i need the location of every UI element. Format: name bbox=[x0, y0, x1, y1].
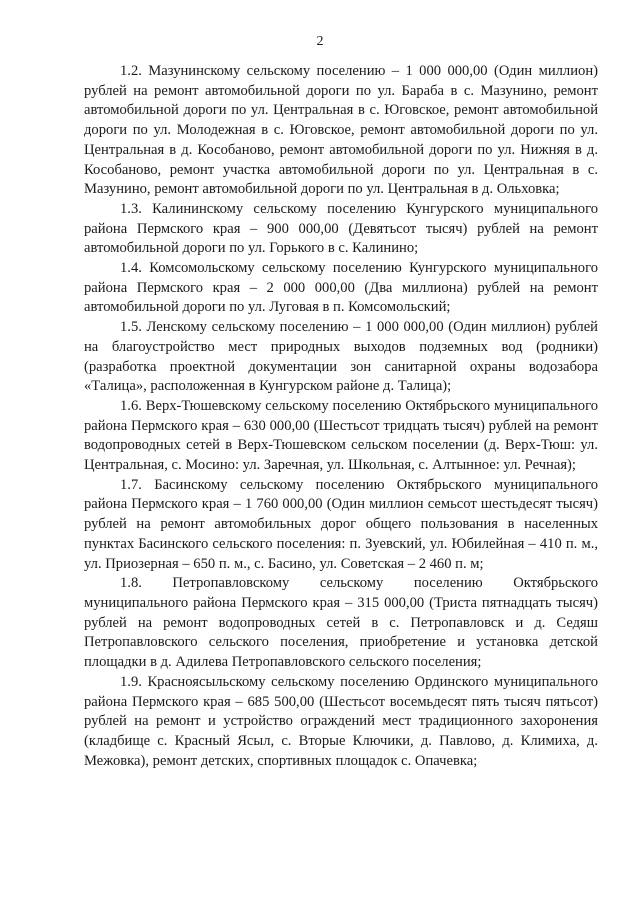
paragraph-1-3: 1.3. Калининскому сельскому поселению Кунгурского муниципального района Пермского края – 900 000,00 (Девятьсот тысяч) рублей на ремонт автомобильной дороги по ул. Горького в с. Калинино; bbox=[84, 200, 598, 257]
paragraph-1-2: 1.2. Мазунинскому сельскому поселению – 1 000 000,00 (Один миллион) рублей на ремонт автомобильной дороги по ул. Бараба в с. Мазунино, ремонт автомобильной дороги по ул. Центральная в с. Юговское, ремонт автомобильной дороги по ул. Молодежная в с. Юговское, ремонт автомобильной дороги по ул. Центральная в д. Кособаново, ремонт автомобильной дороги по ул. Нижняя в д. Кособаново, ремонт участка автомобильной дороги по ул. Центральная в с. Мазунино, ремонт автомобильной дороги по ул. Центральная в д. Ольховка; bbox=[84, 63, 598, 198]
paragraph-1-6: 1.6. Верх-Тюшевскому сельскому поселению Октябрьского муниципального района Пермского края – 630 000,00 (Шестьсот тридцать тысяч) рублей на ремонт водопроводных сетей в Верх-Тюшевском сельском поселении (д. Верх-Тюш: ул. Центральная, с. Мосино: ул. Заречная, ул. Школьная, с. Алтынное: ул. Речная); bbox=[84, 397, 598, 474]
paragraph-1-4: 1.4. Комсомольскому сельскому поселению Кунгурского муниципального района Пермского края – 2 000 000,00 (Два миллиона) рублей на ремонт автомобильной дороги по ул. Луговая в п. Комсомольский; bbox=[84, 260, 598, 316]
paragraph-1-9: 1.9. Красноясыльскому сельскому поселению Ординского муниципального района Пермского края – 685 500,00 (Шестьсот восемьдесят пять тысяч пятьсот) рублей на ремонт и устройство ограждений мест традиционного захоронения (кладбище с. Красный Ясыл, с. Вторые Ключики, д. Павлово, д. Климиха, д. Межовка), ремонт детских, спортивных площадок с. Опачевка; bbox=[84, 673, 598, 769]
paragraph-1-5: 1.5. Ленскому сельскому поселению – 1 000 000,00 (Один миллион) рублей на благоустройство мест природных выходов подземных вод (родники) (разработка проектной документации зон санитарной охраны водозабора «Талица», расположенная в Кунгурском районе д. Талица); bbox=[84, 319, 598, 395]
page-number: 2 bbox=[316, 34, 324, 49]
document-body bbox=[84, 62, 598, 771]
paragraph-1-7: 1.7. Басинскому сельскому поселению Октябрьского муниципального района Пермского края – 1 760 000,00 (Один миллион семьсот шестьдесят тысяч) рублей на ремонт автомобильных дорог общего пользования в населенных пунктах Басинского сельского поселения: п. Зуевский, ул. Юбилейная – 410 п. м., ул. Приозерная – 650 п. м., с. Басино, ул. Советская – 2 460 п. м; bbox=[84, 476, 598, 572]
paragraph-1-8: 1.8. Петропавловскому сельскому поселению Октябрьского муниципального района Пермского края – 315 000,00 (Триста пятнадцать тысяч) рублей на ремонт водопроводных сетей в с. Петропавловск и д. Седяш Петропавловского сельского поселения, приобретение и установка детской площадки в д. Адилева Петропавловского сельского поселения; bbox=[84, 575, 598, 671]
